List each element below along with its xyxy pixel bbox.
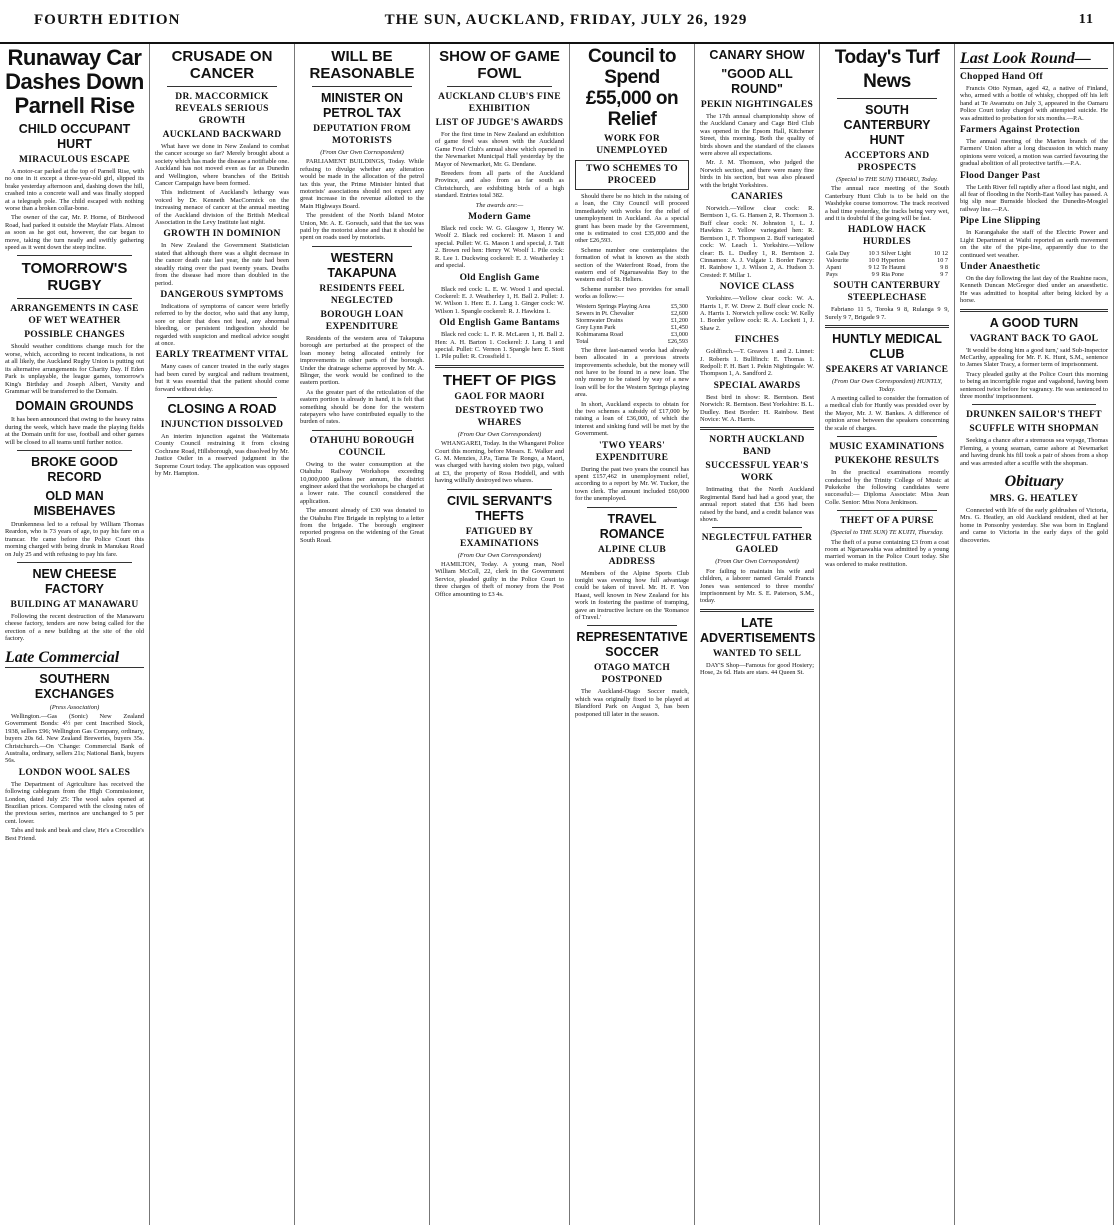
article-text: Francis Otto Nyman, aged 42, a native of Finland, who, armed with a bottle of whisky, chopped off his left hand at Te Awamutu on July 3, appeared in the Oamaru Police Court today charged with attempted suicide. He was admitted to probation for six months.—P.A.	[960, 85, 1108, 122]
subhead: FINCHES	[734, 335, 780, 346]
table-row: Gala Day 10 3 Silver Light 10 12	[826, 250, 948, 258]
headline-turf-news[interactable]: Today's Turf News	[834, 47, 940, 92]
subhead: SPEAKERS AT VARIANCE	[825, 365, 949, 376]
divider	[972, 404, 1096, 405]
headline-father-gaoled[interactable]: NEGLECTFUL FATHER GAOLED	[701, 533, 813, 556]
subhead: BUILDING AT MANAWARU	[10, 599, 139, 610]
article-text: Goldfinch.—T. Greaves 1 and 2. Linnet: J. Roberts 1. Bullfinch: E. Thomas 1. Redpoll: F. H. Bart 1. Pekin Nightingale: W. Thompson 1, A. Sandford 2.	[700, 348, 814, 378]
article-text: The Department of Agriculture has received the following cablegram from the High Commissioner, London, dated July 25: The wool sales opened at Brazilian prices. Compared with the closing rates of the previous series, merinos are unchanged to 5 per cent. lower.	[5, 780, 144, 825]
article-text: The amount already of £30 was donated to the Otahuhu Fire Brigade in replying to a letter from the brigade. The borough engineer reported progress on the widening of the Great South Road.	[300, 507, 424, 544]
column-1	[0, 44, 150, 1225]
subhead: DANGEROUS SYMPTOMS	[160, 289, 284, 300]
divider	[587, 507, 677, 508]
headline-band[interactable]: NORTH AUCKLAND BAND	[709, 435, 805, 458]
article-text: What have we done in New Zealand to combat the cancer scourge so far? Merely brought about a society which has made the disease a notifiable one. Auckland has not moved even as far as Dunedin and Wellington, where branches of the British Cancer Campaign have been formed.	[155, 143, 289, 188]
article-text: The Auckland-Otago Soccer match, which was originally fixed to be played at Blandford Park on August 3, has been postponed till later in the season.	[575, 688, 689, 718]
article-text: During the past two years the council has spent £157,462 in unemployment relief, according to a report by Mr. W. Tucker, the town clerk. The amount included £60,000 for the unemployed.	[575, 465, 689, 503]
article-text: The awards are:—	[475, 201, 524, 209]
subhead: MRS. G. HEATLEY	[989, 494, 1079, 504]
headline-exchanges[interactable]: SOUTHERN EXCHANGES	[34, 671, 115, 701]
divider	[312, 86, 412, 87]
byline: (Special to THE SUN) TE KUITI, Thursday.	[830, 529, 944, 537]
article-text: Best bird in show: R. Berntson. Best Norwich: R. Berntson. Best Yorkshire: B. L. Dudley. Best Border: H. Rainbow. Best Novice: W. A. Harris.	[700, 393, 814, 423]
table-row: Kohimarama Road £3,000	[576, 330, 688, 338]
article-text: Indications of symptoms of cancer were briefly referred to by the doctor, who said that any lump, sore or ulcer that does not heal, any abnormal bleeding, or persistent indigestion should be regarded with suspicion and medical advice sought at once.	[155, 302, 289, 347]
subhead: PEKIN NIGHTINGALES	[700, 100, 814, 110]
subhead: Old English Game Bantams	[439, 318, 560, 329]
article-text: For the first time in New Zealand an exhibition of game fowl was shown with the Auckland Game Fowl Club's annual show which opened in the Newmarket Municipal Hall yesterday by the Mayor of Newmarket, Mr. G. Dendane.	[435, 131, 564, 168]
headline-civil-servant[interactable]: CIVIL SERVANT'S THEFTS	[446, 493, 553, 523]
byline: (From Our Own Correspondent)	[457, 551, 542, 559]
article-text: In Karangahake the staff of the Electric Power and Light Department at Waihi reported an earth movement on the site of the pipe-line, apparently due to the continued wet weather.	[960, 229, 1108, 259]
subhead: SOUTH CANTERBURY HUNT	[843, 103, 931, 147]
article-text: For failing to maintain his wife and children, a laborer named Gerald Francis Jones was sentenced to three months' imprisonment by Mr. S. E. Paterson, S.M., today.	[700, 567, 814, 605]
article-text: Breeders from all parts of the Auckland Province, and also from as far south as Christchurch, are exhibiting birds of a high standard. Entries total 382.	[435, 170, 564, 200]
table-row: Total £26,593	[576, 337, 688, 345]
subhead: CANARIES	[730, 192, 784, 203]
subhead: POSSIBLE CHANGES	[24, 330, 125, 341]
subhead: DEPUTATION FROM MOTORISTS	[313, 124, 411, 146]
divider	[17, 298, 132, 299]
subhead: ARRANGEMENTS IN CASE OF WET WEATHER	[10, 304, 139, 327]
subhead: ACCEPTORS AND PROSPECTS	[844, 151, 930, 173]
divider	[825, 325, 949, 328]
article-text: WHANGAREI, Today. In the Whangarei Police Court this morning, before Messrs. E. Walker and G. M. Menzies, J.P.s, Tama Te Rongo, a Maori, was charged with having stolen two pigs, valued at £3, the property of Ross Hoddell, and with having wilfully destroyed two whares.	[435, 440, 564, 485]
headline-takapuna[interactable]: WESTERN TAKAPUNA	[327, 250, 397, 280]
subhead: LIST OF JUDGE'S AWARDS	[435, 118, 564, 128]
headline-broke-record[interactable]: BROKE GOOD RECORD	[31, 454, 118, 484]
byline: (From Our Own Correspondent) HUNTLY, Today.	[831, 378, 943, 393]
table-row: Stormwater Drains £1,200	[576, 316, 688, 324]
headline-wool-sales[interactable]: LONDON WOOL SALES	[18, 767, 131, 778]
article-text: The three last-named works had already been allocated in a previous streets improvements schedule, but the money will not have to be found in a new loan. The only money to be raised by way of a new loan will be for the Western Springs playing area.	[575, 346, 689, 399]
subhead: DR. MACCORMICK REVEALS SERIOUS GROWTH	[175, 92, 269, 126]
subhead: DOMAIN GROUNDS	[15, 399, 134, 414]
article-text: Should weather conditions change much for the worse, which, according to recent indications, is not at all likely, the Auckland Rugby Union is putting out its alternative arrangements for Charity Day. If Eden Park is unplayable, the league games, tomorrow's King's Birthday and Joseph Albert, Varsity and Grammar will be transferred to the Domain.	[5, 343, 144, 395]
article-text: Yorkshire.—Yellow clear cock: W. A. Harris 1, F. W. Drew 2. Buff clear cock: N. A. Harris 1. Norwich yellow cock: W. Kelly 1. Border yellow cock: R. A. Lockett 1, J. Shaw 2.	[700, 295, 814, 332]
subhead: VAGRANT BACK TO GAOL	[969, 333, 1099, 344]
article-text: The Leith River fell rapidly after a flood last night, and all fear of flooding in the North-East Valley has passed. A big slip near Burnside blocked the Dunedin-Mosgiel railway line.—P.A.	[960, 183, 1108, 213]
article-text: A motor-car parked at the top of Parnell Rise, with no one in it except a three-year-old girl, slipped its brake yesterday afternoon and, dashing down the hill, crashed into a concrete wall and was finally stopped at a telegraph pole. The child escaped with nothing worse than a broken collar-bone.	[5, 168, 144, 213]
column-3	[295, 44, 430, 1225]
byline: (Special to THE SUN) TIMARU, Today.	[836, 176, 938, 183]
section-last-look-round: Last Look Round—	[960, 50, 1108, 69]
divider	[435, 365, 564, 368]
relief-works-table	[575, 303, 689, 345]
subhead: SCUFFLE WITH SHOPMAN	[969, 424, 1099, 435]
divider	[447, 86, 552, 87]
divider	[960, 309, 1108, 312]
article-text: A meeting called to consider the formation of a medical club for Huntly was presided over by the Mayor, Mr. J. W. Bankes. A difference of opinion arose between the speakers concerning the scale of charges.	[825, 395, 949, 432]
table-row: Western Springs Playing Area £5,300	[576, 302, 688, 310]
table-row: Pays 9 9 Ria Pone 9 7	[826, 271, 948, 279]
subhead: SUCCESSFUL YEAR'S WORK	[705, 461, 809, 484]
edition-label: FOURTH EDITION	[34, 12, 181, 28]
divider	[17, 255, 132, 256]
table-row: Sewers in Pt. Chevalier £2,600	[576, 309, 688, 317]
divider	[587, 625, 677, 626]
article-text: Intimating that the North Auckland Regimental Band had had a good year, the annual report stated that £36 had been raised by the band, and a credit balance was shown.	[700, 486, 814, 524]
headline-runaway-car[interactable]: Runaway Car Dashes Down Parnell Rise	[5, 45, 144, 118]
subhead: BOROUGH LOAN EXPENDITURE	[320, 309, 404, 332]
subhead: AUCKLAND BACKWARD	[162, 130, 282, 140]
subhead: FATIGUED BY EXAMINATIONS	[460, 526, 539, 549]
headline-otahuhu[interactable]: OTAHUHU BOROUGH COUNCIL	[309, 435, 415, 458]
byline: (From Our Own Correspondent)	[457, 430, 542, 438]
weights-table	[825, 250, 949, 278]
headline-cheese-factory[interactable]: NEW CHEESE FACTORY	[32, 566, 117, 596]
article-text: Tracy pleaded guilty at the Police Court this morning to being an incorrigible rogue and vagabond, having been sentenced twice before for vagrancy. He was sentenced to three months' imprisonment.	[960, 370, 1108, 400]
subhead: Old English Game	[459, 272, 540, 283]
headline-theft-purse[interactable]: THEFT OF A PURSE	[840, 516, 934, 527]
headline-cancer[interactable]: CRUSADE ON CANCER	[171, 48, 273, 82]
headline-theft-of-pigs[interactable]: THEFT OF PIGS	[442, 371, 557, 389]
section-late-commercial: Late Commercial	[5, 649, 144, 668]
newspaper-title: THE SUN, AUCKLAND, FRIDAY, JULY 26, 1929	[384, 12, 748, 28]
subhead: GAOL FOR MAORI	[454, 391, 545, 402]
subhead: MIRACULOUS ESCAPE	[19, 155, 130, 165]
divider	[837, 436, 937, 437]
article-text: HAMILTON, Today. A young man, Noel William McColl, 22, clerk in the Government Service, pleaded guilty in the Police Court to three charges of theft of money from the Post Office amounting to £3 4s.	[435, 561, 564, 598]
subhead: MINISTER ON PETROL TAX	[321, 91, 403, 120]
article-text: Norwich.—Yellow clear cock: R. Berntson 1, G. G. Hansen 2, R. Thornson 3. Buff clear cock: N. Johnston 1, L. J. Hawkins 2. Yellow variegated hen: R. Berntson 1, F. Thompson 2. Buff variegated cock: W. Leach 1. Yorkshire.—Yellow clear: B. L. Dudley 1, R. Berntson 2. Cinnamon: A. J. Vulgate 1. Border Fancy: H. Rainbow 1, J. Wilson 2, A. Hudson 3. Crested: F. Millar 1.	[700, 205, 814, 279]
headline-music-exams[interactable]: MUSIC EXAMINATIONS	[829, 442, 945, 453]
subhead: WANTED TO SELL	[712, 648, 802, 659]
column-7	[820, 44, 955, 1225]
subhead: EARLY TREATMENT VITAL	[155, 350, 289, 361]
headline-soccer[interactable]: REPRESENTATIVE SOCCER	[576, 630, 688, 660]
subhead: ALPINE CLUB ADDRESS	[598, 544, 666, 567]
subhead: AUCKLAND CLUB'S FINE EXHIBITION	[438, 92, 561, 114]
subhead: CHILD OCCUPANT HURT	[18, 122, 131, 151]
article-text: Residents of the western area of Takapuna borough are perturbed at the prospect of the loan money being allocated entirely for improvements in other parts of the borough. Under the drainage scheme approved by Mr. A. Blinger, the work would be confined to the eastern portion.	[300, 334, 424, 387]
subhead: PUKEKOHE RESULTS	[834, 456, 940, 467]
column-6	[695, 44, 820, 1225]
divider	[167, 397, 277, 398]
headline-council-relief[interactable]: Council to Spend £55,000 on Relief	[585, 46, 679, 130]
subhead: TWO SCHEMES TO PROCEED	[575, 160, 689, 190]
headline-sailor-theft[interactable]: DRUNKEN SAILOR'S THEFT	[966, 410, 1102, 421]
headline-travel-romance[interactable]: TRAVEL ROMANCE	[599, 511, 665, 541]
divider	[837, 98, 937, 99]
article-text: As the greater part of the reticulation of the eastern portion is already in hand, it is felt that something should be done for the western ratepayers who have contributed equally to the burden of rates.	[300, 388, 424, 426]
page-number: 11	[1078, 12, 1094, 27]
divider	[447, 489, 552, 490]
column-4	[430, 44, 570, 1225]
article-text: Should there be no hitch in the raising of a loan, the City Council will proceed immediately with works for the relief of unemployment in Auckland. As a special grant has been made by the Government, one is estimated to cost £35,000 and the other £26,593.	[575, 193, 689, 245]
headline-good-turn[interactable]: A GOOD TURN	[989, 315, 1079, 330]
subhead: INJUNCTION DISSOLVED	[160, 419, 284, 430]
byline: (From Our Own Correspondent)	[715, 558, 799, 566]
subhead: GROWTH IN DOMINION	[163, 229, 281, 240]
article-text: Drunkenness led to a refusal by William Thomas Reardon, who is 73 years of age, to pay his fare on a tramcar. He came before the Police Court this morning charged with being drunk in Manukau Road on July 25 and with refusing to pay his fare.	[5, 520, 144, 558]
divider	[312, 430, 412, 431]
byline: (From Our Own Correspondent)	[320, 149, 404, 156]
article-text: Fabriano 11 5, Toroka 9 8, Rulanga 9 9, Surely 9 7, Brigade 9 7.	[825, 306, 949, 321]
subhead: OLD MAN MISBEHAVES	[33, 488, 116, 518]
article-text: Many cases of cancer treated in the early stages had been cured by surgical and radium treatment, but it was essential that the patient should come forward without delay.	[155, 363, 289, 393]
masthead	[0, 0, 1114, 44]
article-text: The annual race meeting of the South Canterbury Hunt Club is to be held on the Washdyke course tomorrow. The track received a bad time yesterday, the tracks being very wet, and it is doubtful if the going will be fast.	[825, 185, 949, 223]
subhead: DESTROYED TWO WHARES	[455, 405, 544, 428]
column-8	[955, 44, 1114, 1225]
subhead: 'TWO YEARS' EXPENDITURE	[595, 440, 669, 463]
table-row: Grey Lynn Park £1,450	[576, 323, 688, 331]
article-text: 'It would be doing him a good turn,' said Sub-Inspector McCarthy, appealing for Mr. F. K. Hunt, S.M., sentence to James Slater Tracy, a former term of imprisonment.	[960, 346, 1108, 369]
subhead: NOVICE CLASS	[719, 282, 795, 293]
headline-late-ads[interactable]: LATE ADVERTISEMENTS	[700, 615, 816, 645]
article-text: The theft of a purse containing £3 from a coat room at Ngaruawahia was admitted by a young married woman in the Police Court today. She was ordered to make restitution.	[825, 538, 949, 568]
article-text: The owner of the car, Mr. P. Horne, of Birdwood Road, had parked it outside the Mayfair Flats. Almost as soon as he got out, however, the car began to move, taking the turn neatly and swiftly gathering speed as it went down the steep incline.	[5, 214, 144, 252]
subhead: Flood Danger Past	[960, 170, 1041, 181]
headline-closing-road[interactable]: CLOSING A ROAD	[167, 401, 277, 416]
advertisement-text: Tabs and tusk and beak and claw, He's a Crocodile's Best Friend.	[5, 827, 144, 842]
subhead: HADLOW HACK HURDLES	[847, 225, 927, 248]
article-text: This indictment of Auckland's lethargy was voiced by Dr. Kenneth MacCormick on the increasing menace of cancer at the annual meeting of the Auckland division of the British Medical Association in the Levy Institute last night.	[155, 189, 289, 227]
article-text: On the day following the last day of the Ruahine races, Kenneth Duncan McGregor died under an anaesthetic. He was admitted to hospital after being kicked by a horse.	[960, 274, 1108, 305]
headline-rugby[interactable]: TOMORROW'S RUGBY	[21, 260, 128, 295]
article-text: Black red cock: L. E. W. Wood 1 and special. Cockerel: E. J. Weatherley 1, H. Ball 2. Pullet: J. W. Wilson 1. Hen: E. J. Lang 1. Ginger cock: W. Wilson 1. Spangle cockerel: R. J. Hawkins 1.	[435, 285, 564, 315]
byline: (Press Association)	[49, 703, 100, 711]
article-text: Members of the Alpine Sports Club tonight was evening how full advantage could be taken of travel. Mr. H. F. Von Haast, well known in New Zealand for his work in fostering the pastime of tramping, gave an instructive lecture on the 'Romance of Travel.'	[575, 569, 689, 622]
headline-petrol-tax[interactable]: WILL BE REASONABLE	[309, 48, 415, 82]
subhead: "GOOD ALL ROUND"	[721, 67, 793, 96]
article-text: The annual meeting of the Marton branch of the Farmers' Union after a long discussion in which many opinions were voiced, a motion was carried favouring the gradual abolition of all protective tariffs.—P.A.	[960, 138, 1108, 168]
subhead: WORK FOR UNEMPLOYED	[596, 134, 668, 156]
article-text: Mr. J. M. Thomson, who judged the Norwich section, and there were many fine birds in his section, but was also pleased with the bright Yorkshires.	[700, 159, 814, 189]
article-text: Black red cock: W. G. Glasgow 1, Henry W. Woolf 2. Black red cockerel: H. Mason 1 and special. Pullet: W. G. Mason 1 and special, J. Tait 2. Brown red hen: Henry W. Woolf 1. Pile cock: R. Lee 1. Duckwing cockerel: E. J. Weatherley 1 and special.	[435, 225, 564, 270]
article-text: It has been announced that owing to the heavy rains during the week, which have made the playing fields at the Domain unfit for use, football and other games will be closed to all teams until further notice.	[5, 416, 144, 446]
article-text: The 17th annual championship show of the Auckland Canary and Cage Bird Club was opened in the Epsom Hall, Kitchener Street, this morning. Both the quality of birds shown and the standard of the classes were above all expectations.	[700, 113, 814, 158]
divider	[700, 427, 814, 430]
article-text: In the practical examinations recently conducted by the Trinity College of Music at Pukekohe the following candidates were successful:— Diploma Associate: Miss Jean Colle. Senior: Miss Nora Jenkinson.	[825, 469, 949, 506]
divider	[837, 510, 937, 511]
divider	[17, 450, 132, 451]
divider	[312, 246, 412, 247]
article-text: In short, Auckland expects to obtain for the two schemes a subsidy of £17,000 by raising a loan of £36,000, of which the interest and sinking fund will be met by the Government.	[575, 400, 689, 438]
article-text: Wellington.—Gas (Sonic) New Zealand Government Bonds: 4½ per cent Inscribed Stock, 1938, sellers £96; Wellington Gas Company, ordinary, buyers 20s 6d. New Zealand Breweries, buyers 35s. Christchurch.—On 'Change: Commercial Bank of Australia, ordinary, sellers 21s; National Bank, buyers 56s.	[5, 713, 144, 765]
article-text: Connected with life of the early goldrushes of Victoria, Mrs. G. Heatley, an old Auckland resident, died at her home in Ponsonby yesterday. She was born in England and came to Victoria in the early days of the gold discoveries.	[960, 507, 1108, 544]
section-obituary: Obituary	[1004, 473, 1064, 490]
article-text: Seeking a chance after a strenuous sea voyage, Thomas Fleming, a young seaman, came ashore at Newmarket and having drunk his fill took a pair of shoes from a shop and was arrested after a scuffle with the shopman.	[960, 437, 1108, 467]
article-text: The president of the North Island Motor Union, Mr. A. E. Gorsuch, said that the tax was paid by the motorist alone and that it should be spent on roads used by motorists.	[300, 212, 424, 242]
subhead: Under Anaesthetic	[960, 261, 1041, 272]
column-2	[150, 44, 295, 1225]
article-text: Scheme number one contemplates the formation of what is known as the sixth section of the Waterfront Road, from the eastern end of Ngaruawahia Bay to the western end of St. Heliers.	[575, 246, 689, 284]
article-text: Scheme number two provides for small works as follow:—	[575, 285, 689, 301]
subhead: OTAGO MATCH POSTPONED	[593, 663, 671, 686]
article-text: Owing to the water consumption at the Otahuhu Railway Workshops exceeding 10,000,000 gallons per annum, the district engineer asked that the workshops be charged at a lower rate. The council considered the application.	[300, 460, 424, 505]
article-text: Black red cock: L. F. R. McLaren 1, H. Ball 2. Hen: A. H. Barton 1. Cockerel: J. Lang 1 and special. Pullet: C. Vernon 1. Spangle hen: E. Stott 1. Pile pullet: R. Crossfield 1.	[435, 331, 564, 361]
column-5	[570, 44, 695, 1225]
subhead: Farmers Against Protection	[960, 125, 1081, 136]
article-text: PARLIAMENT BUILDINGS, Today. While refusing to divulge whether any alteration would be made in the allocation of the petrol tax this year, the Prime Minister hinted that motorists' associations should not expect any great increase in the revenue allotted to the Main Highways Board.	[300, 158, 424, 210]
subhead: Pipe Line Slipping	[960, 216, 1041, 227]
divider	[17, 562, 132, 563]
divider	[700, 609, 814, 612]
subhead: Modern Game	[468, 212, 531, 223]
advertisement-text: DAY'S Shop—Famous for good Hosiery; Hose, 2s 6d. Hats are stars. 44 Queen St.	[700, 661, 814, 677]
article-text: Following the recent destruction of the Manawaru cheese factory, tenders are now being called for the erection of a new building at the site of the old factory.	[5, 612, 144, 643]
article-text: In New Zealand the Government Statistician stated that although there was a slight decrease in the cancer death rate last year, the rate had been steadily rising over the past twenty years. Deaths from the disease had more than doubled in the period.	[155, 242, 289, 287]
divider	[712, 527, 802, 528]
divider	[167, 86, 277, 87]
headline-medical-club[interactable]: HUNTLY MEDICAL CLUB	[832, 332, 942, 362]
subhead: SOUTH CANTERBURY STEEPLECHASE	[833, 281, 941, 304]
headline-canary-show[interactable]: CANARY SHOW	[709, 48, 805, 62]
subhead: RESIDENTS FEEL NEGLECTED	[319, 283, 405, 306]
subhead: Chopped Hand Off	[960, 72, 1043, 82]
table-row: Valourite 10 0 Hyperion 10 7	[826, 257, 948, 265]
table-row: Apani 9 12 Te Haumi 9 8	[826, 264, 948, 272]
headline-game-fowl[interactable]: SHOW OF GAME FOWL	[439, 48, 560, 82]
article-text: An interim injunction against the Waitemata County Council restraining it from closing Cochrane Road, Hillsborough, was dissolved by Mr. Justice Ostler in a reserved judgment in the Supreme Court today. The application was opposed by Mr. Hampton.	[155, 432, 290, 477]
subhead: SPECIAL AWARDS	[713, 380, 801, 391]
